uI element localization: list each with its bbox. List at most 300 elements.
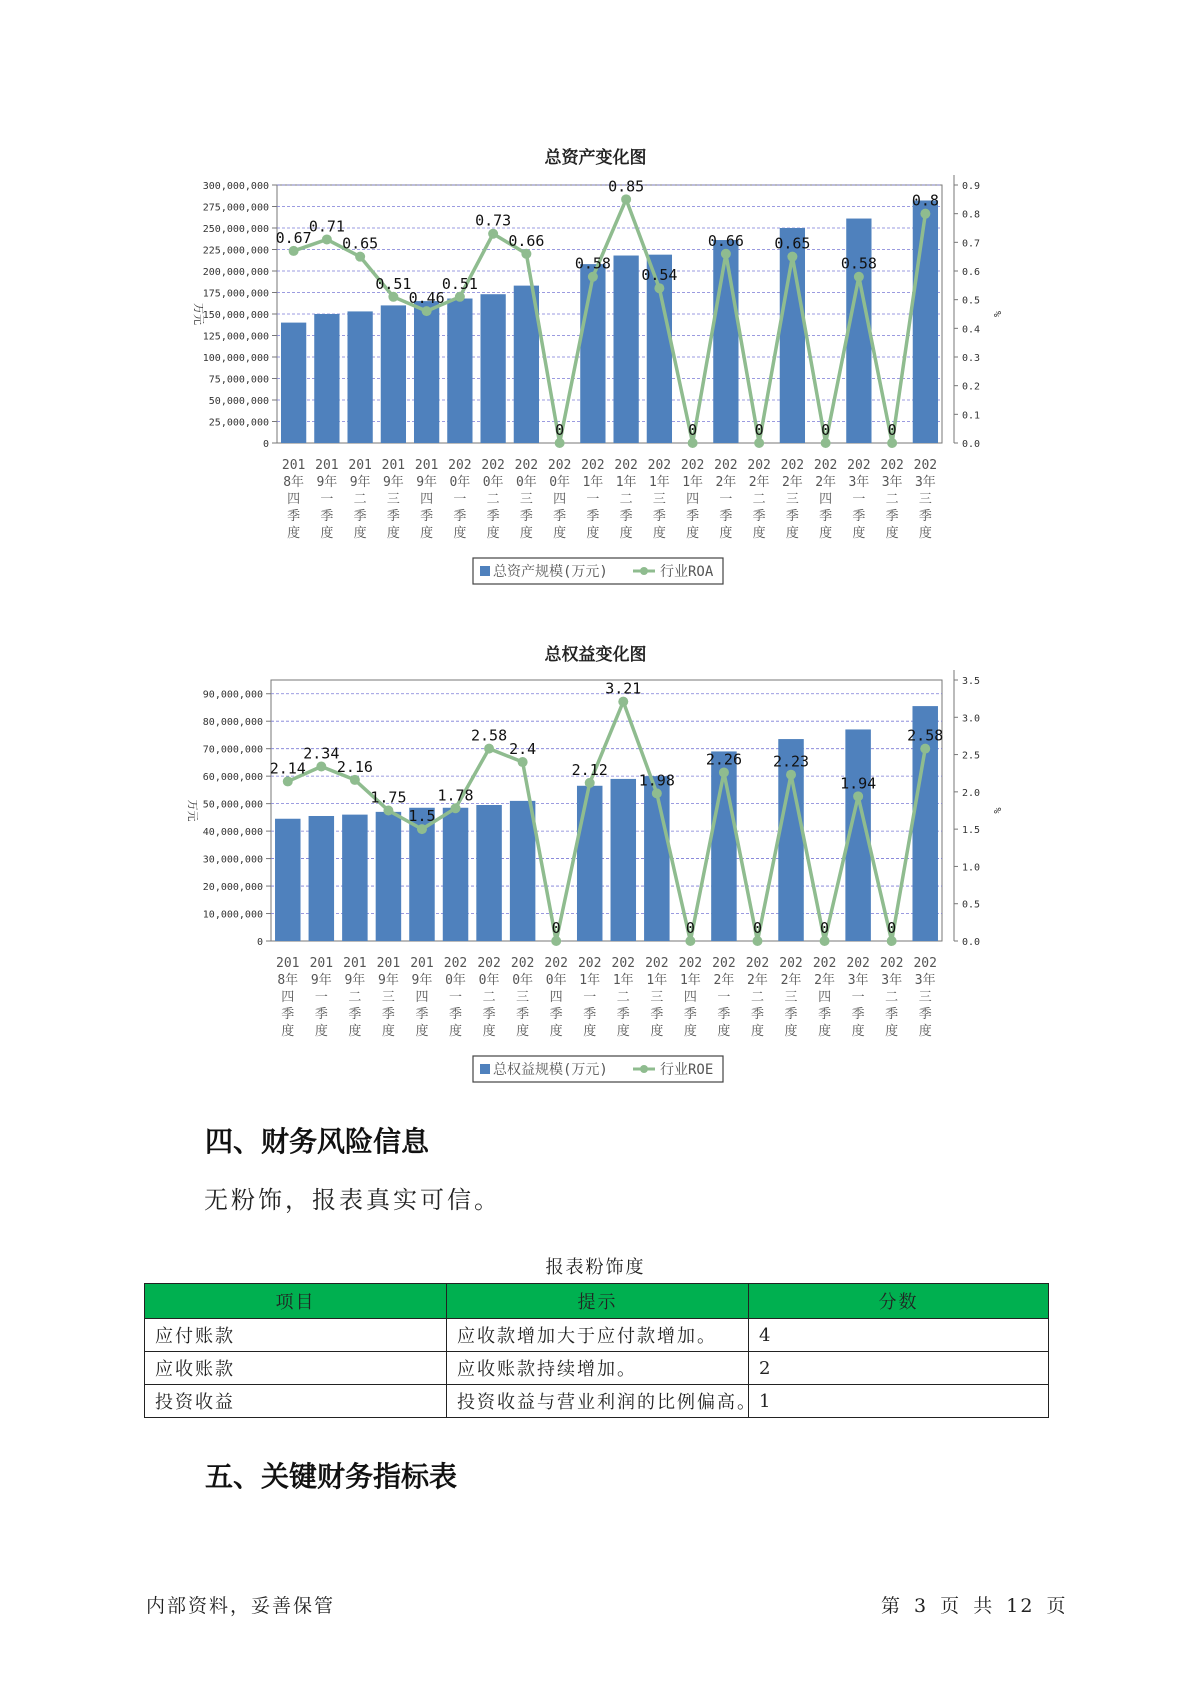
x-tick-label: 度: [314, 1024, 328, 1039]
x-tick-label: 0年: [478, 973, 500, 988]
x-tick-label: 1年: [612, 973, 634, 988]
x-tick-label: 季: [652, 509, 666, 524]
x-tick-label: 202: [678, 956, 703, 971]
y2-tick-label: 1.5: [962, 825, 981, 837]
x-tick-label: 202: [614, 458, 638, 473]
x-tick-label: 度: [586, 526, 600, 541]
x-tick-label: 三: [784, 990, 798, 1005]
line-point: [455, 292, 465, 302]
x-tick-label: 季: [381, 1007, 395, 1022]
bar: [447, 299, 472, 443]
data-label: 0: [752, 919, 762, 937]
x-tick-label: 季: [549, 1007, 563, 1022]
x-tick-label: 度: [348, 1024, 362, 1039]
y2-axis-title: %: [991, 807, 1002, 814]
y-axis-title: 万元: [192, 303, 205, 325]
y-tick-label: 75,000,000: [208, 374, 269, 386]
x-tick-label: 度: [482, 1024, 496, 1039]
x-tick-label: 0年: [449, 475, 471, 490]
x-tick-label: 季: [287, 509, 301, 524]
x-tick-label: 202: [847, 458, 871, 473]
x-tick-label: 一: [719, 492, 733, 507]
x-tick-label: 季: [519, 509, 533, 524]
x-tick-label: 四: [549, 990, 563, 1005]
bar: [613, 256, 638, 443]
bar: [314, 314, 339, 443]
x-tick-label: 9年: [378, 973, 399, 988]
data-label: 0.65: [342, 234, 379, 253]
x-tick-label: 度: [415, 1024, 429, 1039]
bar: [476, 805, 501, 941]
x-tick-label: 季: [482, 1007, 496, 1022]
x-tick-label: 季: [818, 1007, 832, 1022]
x-tick-label: 季: [516, 1007, 530, 1022]
x-tick-label: 季: [619, 509, 633, 524]
x-tick-label: 季: [719, 509, 733, 524]
x-tick-label: 202: [714, 458, 738, 473]
line-point: [854, 272, 864, 282]
line-point: [754, 438, 764, 448]
x-tick-label: 度: [885, 526, 899, 541]
line-point: [887, 438, 897, 448]
x-tick-label: 季: [420, 509, 434, 524]
data-label: 0.58: [574, 254, 611, 273]
chart2-title: 总权益变化图: [544, 645, 647, 665]
bar: [580, 264, 605, 443]
y-tick-label: 10,000,000: [202, 909, 263, 921]
x-tick-label: 2年: [748, 475, 770, 490]
data-label: 0: [754, 421, 764, 439]
data-label: 0.73: [475, 211, 512, 230]
x-tick-label: 度: [818, 1024, 832, 1039]
data-label: 0.46: [408, 289, 445, 308]
x-tick-label: 度: [652, 526, 666, 541]
x-tick-label: 二: [885, 990, 899, 1005]
line-point: [621, 194, 631, 204]
x-tick-label: 二: [353, 492, 367, 507]
data-label: 0: [555, 421, 565, 439]
x-tick-label: 3年: [881, 973, 903, 988]
x-tick-label: 季: [851, 1007, 865, 1022]
line-point: [820, 936, 830, 946]
x-tick-label: 季: [717, 1007, 731, 1022]
x-tick-label: 三: [652, 492, 666, 507]
line-point: [555, 438, 565, 448]
x-tick-label: 度: [353, 526, 367, 541]
x-tick-label: 四: [287, 492, 301, 507]
y2-tick-label: 1.0: [962, 862, 981, 874]
x-tick-label: 0年: [445, 973, 466, 988]
bar: [577, 786, 602, 941]
x-tick-label: 202: [745, 956, 770, 971]
table-cell: 4: [749, 1319, 1049, 1352]
x-tick-label: 202: [510, 956, 535, 971]
x-tick-label: 202: [547, 458, 572, 473]
data-label: 0.71: [308, 217, 345, 236]
x-tick-label: 9年: [349, 475, 371, 490]
x-tick-label: 四: [420, 492, 434, 507]
x-tick-label: 202: [880, 458, 904, 473]
data-label: 2.26: [705, 750, 742, 769]
line-point: [350, 775, 360, 785]
x-tick-label: 9年: [316, 475, 338, 490]
x-tick-label: 0年: [545, 973, 567, 988]
x-tick-label: 8年: [277, 973, 299, 988]
y2-tick-label: 0.2: [962, 381, 981, 393]
x-tick-label: 二: [750, 990, 764, 1005]
x-tick-label: 202: [780, 458, 805, 473]
y-tick-label: 0: [256, 937, 263, 948]
y-tick-label: 30,000,000: [202, 854, 263, 866]
y-tick-label: 0: [262, 439, 269, 450]
x-tick-label: 一: [852, 492, 866, 507]
bar: [913, 200, 938, 443]
line-point: [422, 306, 432, 316]
x-tick-label: 9年: [310, 973, 332, 988]
data-label: 0: [820, 919, 830, 937]
risk-table: [144, 1283, 1049, 1418]
y-tick-label: 175,000,000: [202, 288, 269, 300]
x-tick-label: 2年: [713, 973, 735, 988]
y-axis-title: 万元: [186, 799, 199, 822]
x-tick-label: 度: [420, 526, 434, 541]
x-tick-label: 度: [486, 526, 500, 541]
x-tick-label: 1年: [615, 475, 637, 490]
x-tick-label: 2年: [814, 973, 835, 988]
y2-tick-label: 0.6: [962, 267, 981, 278]
x-tick-label: 二: [885, 492, 899, 507]
data-label: 2.34: [303, 744, 340, 763]
y-tick-label: 50,000,000: [202, 799, 263, 811]
x-tick-label: 度: [752, 526, 766, 541]
x-tick-label: 季: [616, 1007, 630, 1022]
x-tick-label: 度: [381, 1024, 395, 1039]
y-tick-label: 90,000,000: [202, 689, 263, 701]
y2-tick-label: 0.7: [962, 238, 981, 250]
x-tick-label: 四: [281, 990, 295, 1005]
x-tick-label: 度: [619, 526, 633, 541]
x-tick-label: 202: [846, 956, 870, 971]
data-label: 0.66: [707, 231, 744, 250]
x-tick-label: 202: [913, 956, 937, 971]
table-header-row: [145, 1284, 1049, 1319]
column-header: 提示: [447, 1284, 749, 1319]
line-point: [920, 744, 930, 754]
x-tick-label: 度: [386, 526, 400, 541]
x-tick-label: 季: [918, 1007, 932, 1022]
data-label: 0.54: [641, 266, 678, 285]
data-label: 0.65: [774, 234, 811, 253]
x-tick-label: 度: [819, 526, 833, 541]
line-point: [786, 770, 796, 780]
line-point: [289, 246, 299, 256]
data-label: 0.58: [840, 254, 877, 273]
y2-tick-label: 0.8: [962, 209, 981, 221]
x-tick-label: 度: [549, 1024, 563, 1039]
y-tick-label: 125,000,000: [202, 331, 269, 343]
line-point: [618, 697, 628, 707]
x-tick-label: 0年: [482, 475, 504, 490]
table-cell: 应收款增加大于应付款增加。: [447, 1319, 749, 1352]
x-tick-label: 一: [320, 492, 334, 507]
x-tick-label: 202: [577, 956, 602, 971]
x-tick-label: 201: [281, 458, 306, 473]
x-tick-label: 三: [516, 990, 530, 1005]
data-label: 0.8: [911, 191, 939, 210]
data-label: 0.85: [608, 177, 645, 196]
bar: [342, 815, 367, 941]
x-tick-label: 度: [918, 526, 932, 541]
x-tick-label: 202: [514, 458, 539, 473]
bar: [414, 301, 439, 443]
x-tick-label: 季: [415, 1007, 429, 1022]
risk-table-caption: 报表粉饰度: [545, 1257, 646, 1278]
x-tick-label: 季: [686, 509, 700, 524]
bar: [275, 819, 300, 941]
y-tick-label: 70,000,000: [202, 744, 263, 756]
data-label: 2.12: [571, 760, 608, 779]
x-tick-label: 季: [683, 1007, 697, 1022]
legend-bar-swatch: [480, 566, 490, 576]
x-tick-label: 1年: [679, 973, 701, 988]
x-tick-label: 季: [453, 509, 467, 524]
line-point: [355, 252, 365, 262]
column-header: 项目: [145, 1284, 447, 1319]
data-label: 0: [821, 421, 831, 439]
data-label: 2.23: [772, 752, 810, 771]
bar: [309, 816, 334, 941]
x-tick-label: 3年: [848, 475, 870, 490]
bar: [443, 808, 468, 941]
x-tick-label: 度: [885, 1024, 899, 1039]
x-tick-label: 度: [616, 1024, 630, 1039]
x-tick-label: 季: [486, 509, 500, 524]
table-cell: 1: [749, 1385, 1049, 1418]
x-tick-label: 季: [320, 509, 334, 524]
data-label: 1.98: [638, 771, 675, 790]
x-tick-label: 度: [918, 1024, 932, 1039]
x-tick-label: 度: [519, 526, 533, 541]
x-tick-label: 202: [647, 458, 672, 473]
x-tick-label: 202: [712, 956, 736, 971]
line-point: [283, 776, 293, 786]
x-tick-label: 一: [583, 990, 597, 1005]
data-label: 2.16: [336, 757, 373, 776]
y2-tick-label: 0.9: [962, 181, 981, 192]
bar: [381, 305, 406, 443]
x-tick-label: 度: [784, 1024, 798, 1039]
x-tick-label: 202: [680, 458, 705, 473]
line-point: [451, 803, 461, 813]
y2-tick-label: 0.0: [962, 439, 981, 450]
x-tick-label: 202: [813, 458, 838, 473]
x-tick-label: 季: [386, 509, 400, 524]
x-tick-label: 一: [314, 990, 328, 1005]
section5-heading: 五、关键财务指标表: [205, 1460, 458, 1493]
y-tick-label: 20,000,000: [202, 882, 263, 894]
legend-bar-label: 总权益规模(万元): [493, 1062, 608, 1078]
x-tick-label: 季: [449, 1007, 463, 1022]
data-label: 0: [685, 919, 695, 937]
line-point: [417, 824, 427, 834]
x-tick-label: 度: [785, 526, 799, 541]
data-label: 0.51: [441, 274, 478, 293]
line-point: [685, 936, 695, 946]
x-tick-label: 四: [553, 492, 567, 507]
x-tick-label: 三: [918, 990, 932, 1005]
plot-frame: [271, 680, 942, 941]
legend-line-marker: [640, 567, 648, 575]
table-cell: 应收账款持续增加。: [447, 1352, 749, 1385]
bar: [281, 323, 306, 443]
x-tick-label: 四: [415, 990, 429, 1005]
x-tick-label: 度: [750, 1024, 764, 1039]
x-tick-label: 二: [752, 492, 766, 507]
x-tick-label: 季: [314, 1007, 328, 1022]
x-tick-label: 2年: [815, 475, 837, 490]
x-tick-label: 度: [851, 1024, 865, 1039]
table-cell: 2: [749, 1352, 1049, 1385]
line-point: [654, 283, 664, 293]
table-cell: 应付账款: [145, 1319, 447, 1352]
x-tick-label: 度: [516, 1024, 530, 1039]
y2-tick-label: 0.1: [962, 410, 981, 422]
x-tick-label: 202: [879, 956, 904, 971]
x-tick-label: 201: [381, 458, 406, 473]
line-point: [588, 272, 598, 282]
x-tick-label: 度: [650, 1024, 664, 1039]
x-tick-label: 二: [486, 492, 500, 507]
data-label: 1.75: [370, 788, 407, 807]
x-tick-label: 201: [309, 956, 334, 971]
y-tick-label: 225,000,000: [202, 245, 269, 257]
x-tick-label: 9年: [382, 475, 404, 490]
y-tick-label: 300,000,000: [202, 181, 269, 192]
data-label: 2.58: [471, 726, 508, 745]
x-tick-label: 3年: [847, 973, 869, 988]
x-tick-label: 1年: [579, 973, 601, 988]
data-label: 0.66: [508, 231, 545, 250]
x-tick-label: 202: [812, 956, 837, 971]
data-label: 0.51: [375, 274, 412, 293]
x-tick-label: 8年: [283, 475, 305, 490]
x-tick-label: 202: [443, 956, 468, 971]
x-tick-label: 二: [482, 990, 496, 1005]
x-tick-label: 二: [616, 990, 630, 1005]
x-tick-label: 9年: [411, 973, 433, 988]
x-tick-label: 季: [553, 509, 567, 524]
y2-tick-label: 0.5: [962, 899, 981, 911]
data-label: 1.78: [437, 786, 474, 805]
line-point: [518, 757, 528, 767]
table-cell: 应收账款: [145, 1352, 447, 1385]
x-tick-label: 季: [784, 1007, 798, 1022]
x-tick-label: 一: [449, 990, 463, 1005]
footer-confidential: 内部资料，妥善保管: [146, 1595, 336, 1617]
section4-text: 无粉饰，报表真实可信。: [204, 1186, 501, 1214]
x-tick-label: 202: [645, 956, 669, 971]
line-point: [484, 744, 494, 754]
line-point: [388, 292, 398, 302]
x-tick-label: 度: [583, 1024, 597, 1039]
y2-tick-label: 0.5: [962, 295, 981, 307]
x-tick-label: 季: [752, 509, 766, 524]
total-equity-chart: [0, 668, 1191, 1088]
line-point: [719, 767, 729, 777]
x-tick-label: 度: [287, 526, 301, 541]
y2-axis-title: %: [991, 310, 1002, 318]
x-tick-label: 201: [315, 458, 339, 473]
x-tick-label: 三: [918, 492, 932, 507]
x-tick-label: 0年: [549, 475, 571, 490]
table-row: [145, 1385, 1049, 1418]
x-tick-label: 季: [885, 509, 899, 524]
x-tick-label: 9年: [344, 973, 366, 988]
x-tick-label: 202: [779, 956, 803, 971]
y2-tick-label: 2.0: [962, 787, 981, 799]
x-tick-label: 3年: [914, 973, 936, 988]
x-tick-label: 201: [276, 956, 300, 971]
x-tick-label: 季: [785, 509, 799, 524]
x-tick-label: 度: [717, 1024, 731, 1039]
x-tick-label: 季: [583, 1007, 597, 1022]
x-tick-label: 度: [449, 1024, 463, 1039]
x-tick-label: 一: [453, 492, 467, 507]
x-tick-label: 季: [819, 509, 833, 524]
line-point: [853, 791, 863, 801]
y-tick-label: 100,000,000: [202, 353, 269, 364]
data-label: 2.58: [907, 726, 944, 745]
x-tick-label: 季: [650, 1007, 664, 1022]
x-tick-label: 度: [719, 526, 733, 541]
x-tick-label: 四: [683, 990, 697, 1005]
x-tick-label: 0年: [512, 973, 534, 988]
bar: [846, 219, 871, 443]
data-label: 0: [688, 421, 698, 439]
line-point: [383, 806, 393, 816]
x-tick-label: 9年: [416, 475, 438, 490]
line-point: [488, 229, 498, 239]
bar: [480, 294, 505, 443]
data-label: 3.21: [605, 679, 642, 698]
x-tick-label: 三: [381, 990, 395, 1005]
x-tick-label: 度: [453, 526, 467, 541]
line-point: [585, 778, 595, 788]
line-point: [821, 438, 831, 448]
x-tick-label: 四: [818, 990, 832, 1005]
line-point: [887, 936, 897, 946]
y-tick-label: 200,000,000: [202, 267, 269, 278]
data-label: 0.67: [275, 228, 312, 247]
x-tick-label: 1年: [646, 973, 668, 988]
line-point: [521, 249, 531, 259]
y2-tick-label: 3.5: [962, 676, 981, 687]
y2-tick-label: 3.0: [962, 713, 981, 725]
x-tick-label: 202: [581, 458, 605, 473]
x-tick-label: 二: [619, 492, 633, 507]
line-point: [752, 936, 762, 946]
bar: [347, 311, 372, 443]
data-label: 2.14: [269, 759, 306, 778]
x-tick-label: 一: [851, 990, 865, 1005]
y-tick-label: 250,000,000: [202, 224, 269, 235]
x-tick-label: 度: [553, 526, 567, 541]
y2-tick-label: 0.4: [962, 324, 981, 336]
x-tick-label: 一: [586, 492, 600, 507]
x-tick-label: 度: [852, 526, 866, 541]
x-tick-label: 季: [852, 509, 866, 524]
y-tick-label: 50,000,000: [208, 396, 269, 407]
